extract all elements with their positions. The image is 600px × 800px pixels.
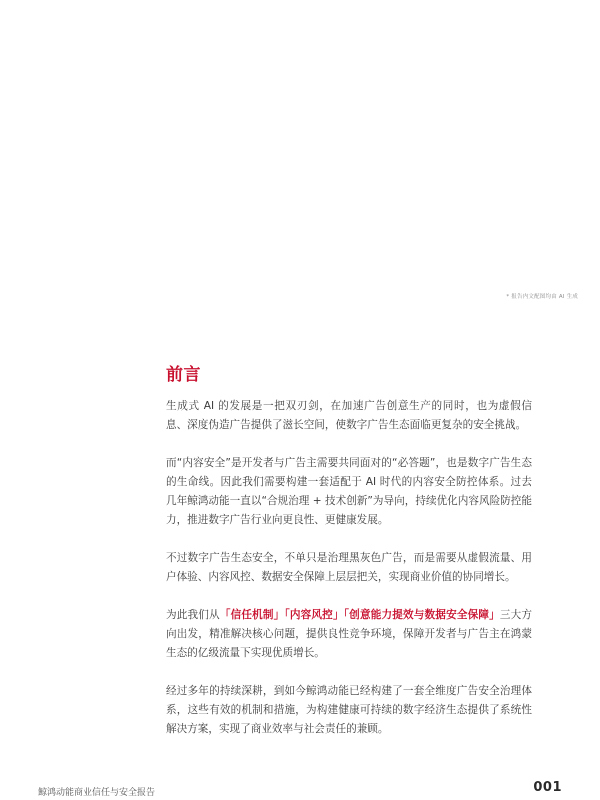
emphasis-suffix: 三大方向出发，精准解决核心问题，提供良性竞争环境，保障开发者与广告主在鸿蒙生态的亿级流量下实现优质增长。 (166, 609, 533, 659)
paragraph-3: 不过数字广告生态安全，不单只是治理黑灰色广告，而是需要从虚假流量、用户体验、内容风控、数据安全保障上层层把关，实现商业价值的协同增长。 (166, 552, 532, 583)
page-number: 001 (533, 780, 562, 795)
footer-report-title: 鲸鸿动能商业信任与安全报告 (38, 788, 156, 798)
image-caption: * 报告内文配图均由 AI 生成 (506, 294, 578, 300)
paragraph-4 (166, 606, 532, 663)
preface-section (166, 364, 532, 758)
highlight-content-risk-control: 「内容风控」 (284, 609, 344, 621)
highlight-trust-mechanism: 「信任机制」 (219, 609, 285, 621)
highlight-creative-data-security: 「创意能力提效与数据安全保障」 (343, 609, 500, 621)
paragraph-5: 经过多年的持续深耕，到如今鲸鸿动能已经构建了一套全维度广告安全治理体系，这些有效的机制和措施，为构建健康可持续的数字经济生态提供了系统性解决方案，实现了商业效率与社会责任的兼顾。 (166, 685, 532, 735)
emphasis-prefix: 为此我们从 (166, 609, 220, 621)
section-title: 前言 (166, 365, 201, 385)
header-image-area (0, 0, 600, 310)
paragraph-1: 生成式 AI 的发展是一把双刃剑，在加速广告创意生产的同时，也为虚假信息、深度伪造广告提供了滋长空间，使数字广告生态面临更复杂的安全挑战。 (166, 400, 532, 431)
paragraph-2: 而“内容安全”是开发者与广告主需要共同面对的“必答题”，也是数字广告生态的生命线。因此我们需要构建一套适配于 AI 时代的内容安全防控体系。过去几年鲸鸿动能一直以“合规治理 + 技术创新”为导向，持续优化内容风险防控能力，推进数字广告行业向更良性、更健康发展。 (166, 457, 532, 526)
